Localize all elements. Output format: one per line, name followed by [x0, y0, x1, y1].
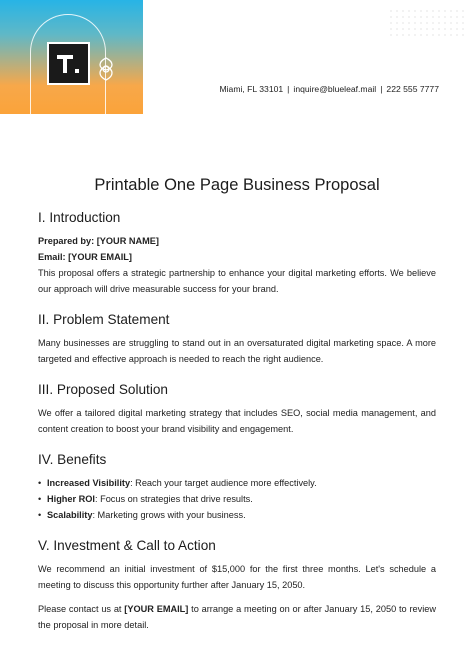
contact-call-to-action [38, 601, 436, 633]
prepared-by-value: : [YOUR NAME] [91, 236, 159, 246]
contact-line [219, 84, 439, 94]
separator: | [380, 84, 383, 94]
section-heading: II. Problem Statement [38, 312, 170, 327]
benefit-text: : Focus on strategies that drive results. [94, 494, 253, 504]
section-introduction [38, 209, 436, 297]
company-logo [47, 42, 90, 85]
benefit-label: Higher ROI [47, 494, 95, 504]
benefits-list [38, 475, 436, 523]
section-heading: III. Proposed Solution [38, 382, 168, 397]
section-heading: IV. Benefits [38, 452, 107, 467]
page-title: Printable One Page Business Proposal [94, 176, 380, 194]
list-item [38, 491, 436, 507]
section-body: This proposal offers a strategic partnership to enhance your digital marketing efforts. We believe our approach will drive measurable success for your brand. [38, 268, 436, 294]
section-heading: V. Investment & Call to Action [38, 538, 216, 553]
section-investment [38, 537, 436, 633]
list-item [38, 475, 436, 491]
proposal-content [38, 209, 436, 647]
contact-phone: 222 555 7777 [386, 84, 439, 94]
benefit-label: Scalability [47, 510, 93, 520]
section-proposed-solution [38, 381, 436, 437]
cta-text: Please contact us at [38, 604, 125, 614]
prepared-by-label: Prepared by [38, 236, 92, 246]
contact-email[interactable]: inquire@blueleaf.mail [293, 84, 377, 94]
prepared-by-line [38, 233, 436, 249]
email-value: : [YOUR EMAIL] [62, 252, 132, 262]
cta-text: to arrange a meeting on or after January 15, 2050 to review the proposal in more detail. [38, 604, 437, 630]
email-label: Email [38, 252, 63, 262]
benefit-label: Increased Visibility [47, 478, 131, 488]
section-problem-statement [38, 311, 436, 367]
benefit-text: : Marketing grows with your business. [92, 510, 246, 520]
header-artwork [0, 0, 143, 114]
contact-address: Miami, FL 33101 [219, 84, 284, 94]
benefit-text: : Reach your target audience more effectively. [130, 478, 317, 488]
knot-ornament-icon [96, 56, 116, 82]
dot-pattern [388, 8, 466, 38]
section-body: Many businesses are struggling to stand out in an oversaturated digital marketing space. A more targeted and effective approach is needed to reach the right audience. [38, 338, 436, 364]
section-body: We recommend an initial investment of $15,000 for the first three months. Let's schedule a meeting to discuss this opportunity further after January 15, 2050. [38, 564, 436, 590]
cta-email: [YOUR EMAIL] [124, 604, 189, 614]
email-line [38, 249, 436, 265]
separator: | [287, 84, 290, 94]
list-item [38, 507, 436, 523]
section-body: We offer a tailored digital marketing strategy that includes SEO, social media management, and content creation to boost your brand visibility and engagement. [38, 408, 436, 434]
logo-letter-icon [56, 53, 82, 75]
section-heading: I. Introduction [38, 210, 121, 225]
section-benefits [38, 451, 436, 523]
